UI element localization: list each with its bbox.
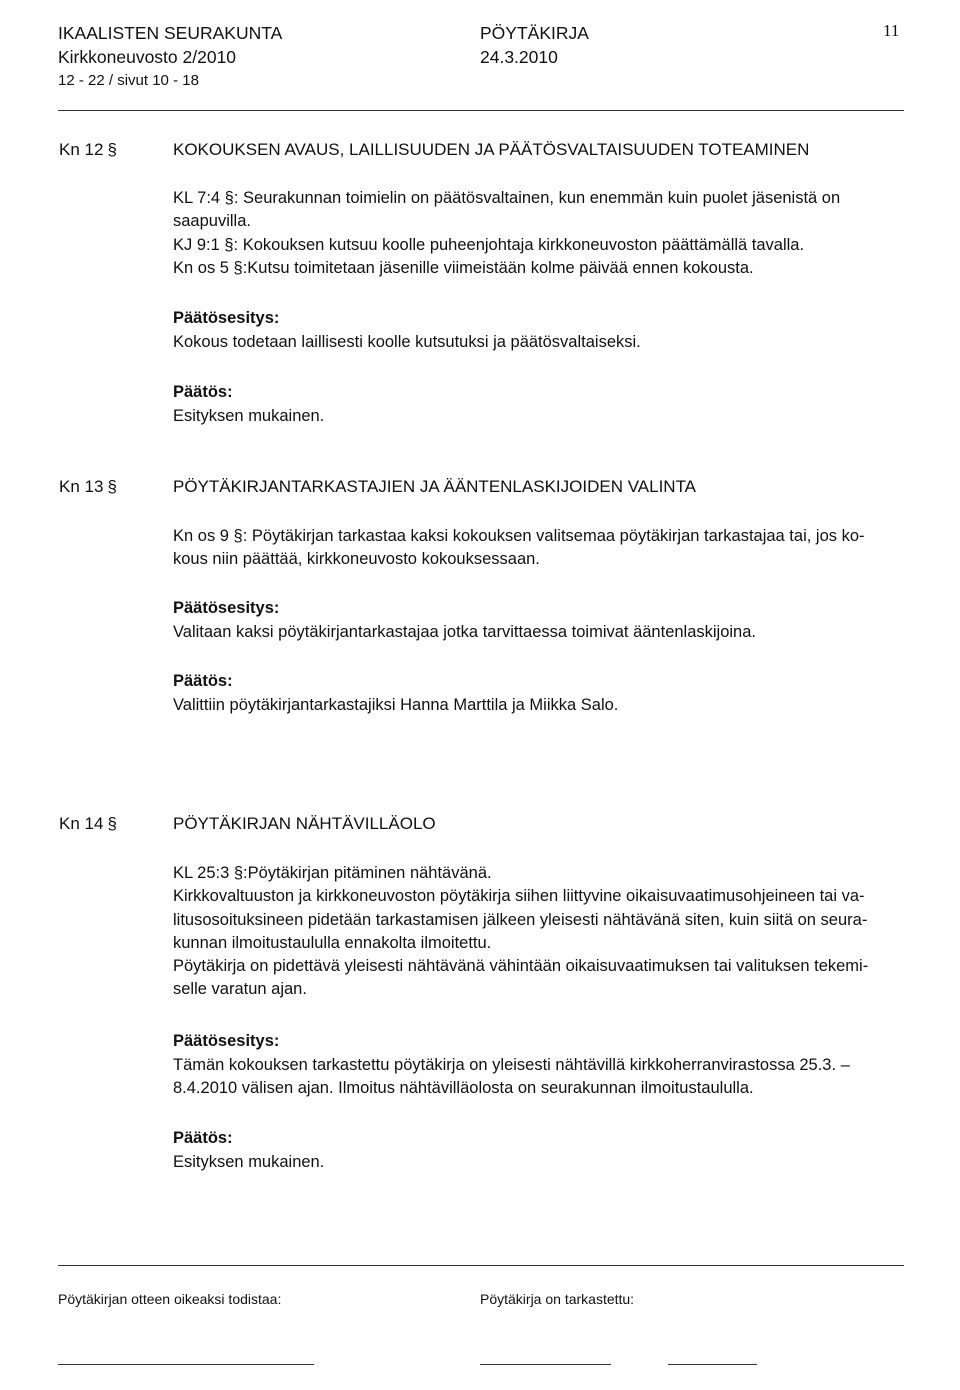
body-line: Kn os 9 §: Pöytäkirjan tarkastaa kaksi kokouksen valitsemaa pöytäkirjan tarkastajaa tai, jos ko- — [173, 527, 865, 545]
checked-label: Pöytäkirja on tarkastettu: — [480, 1291, 635, 1307]
section-number: Kn 14 § — [59, 814, 117, 833]
signature-line — [480, 1364, 611, 1365]
body-line: litusosoituksineen pidetään tarkastamisen jälkeen yleisesti nähtävänä siten, kuin siitä on seura- — [173, 910, 868, 929]
decision-label: Päätös: — [173, 672, 233, 690]
proposal-text — [173, 1054, 898, 1101]
proposal-label: Päätösesitys: — [173, 309, 280, 327]
meeting-name: Kirkkoneuvosto 2/2010 — [58, 47, 237, 67]
proposal-label: Päätösesitys: — [173, 1032, 280, 1050]
header-divider — [58, 110, 904, 111]
body-line: KJ 9:1 §: Kokouksen kutsuu koolle puheenjohtaja kirkkoneuvoston päättämällä tavalla. — [173, 235, 805, 254]
proposal-line: 8.4.2010 välisen ajan. Ilmoitus nähtävilläolosta on seurakunnan ilmoitustaululla. — [173, 1079, 754, 1098]
section-title: PÖYTÄKIRJAN NÄHTÄVILLÄOLO — [173, 814, 436, 833]
section-range: 12 - 22 / sivut 10 - 18 — [58, 72, 199, 89]
proposal-label: Päätösesitys: — [173, 599, 280, 617]
footer-divider — [58, 1265, 904, 1266]
decision-text: Esityksen mukainen. — [173, 1153, 325, 1171]
decision-text: Valittiin pöytäkirjantarkastajiksi Hanna Marttila ja Miikka Salo. — [173, 696, 619, 714]
body-line: Kn os 5 §:Kutsu toimitetaan jäsenille viimeistään kolme päivää ennen kokousta. — [173, 258, 754, 277]
proposal-text: Valitaan kaksi pöytäkirjantarkastajaa jotka tarvittaessa toimivat ääntenlaskijoina. — [173, 623, 756, 641]
doc-type: PÖYTÄKIRJA — [480, 23, 589, 43]
body-line: kunnan ilmoitustaululla ennakolta ilmoitettu. — [173, 933, 492, 952]
body-line: selle varatun ajan. — [173, 980, 307, 999]
body-line: KL 7:4 §: Seurakunnan toimielin on päätösvaltainen, kun enemmän kuin puolet jäsenistä on — [173, 189, 841, 207]
meeting-date: 24.3.2010 — [480, 47, 558, 67]
proposal-line: Tämän kokouksen tarkastettu pöytäkirja on yleisesti nähtävillä kirkkoherranvirastossa 25.3. – — [173, 1056, 850, 1074]
decision-label: Päätös: — [173, 383, 233, 401]
section-body — [173, 525, 898, 572]
decision-label: Päätös: — [173, 1129, 233, 1147]
section-number: Kn 13 § — [59, 477, 117, 496]
body-line: KL 25:3 §:Pöytäkirjan pitäminen nähtävänä. — [173, 864, 492, 882]
section-body — [173, 862, 898, 1002]
body-line: saapuvilla. — [173, 212, 251, 231]
signature-line — [668, 1364, 757, 1365]
section-body — [173, 187, 898, 280]
decision-text: Esityksen mukainen. — [173, 407, 325, 425]
section-number: Kn 12 § — [59, 140, 117, 159]
body-line: Pöytäkirja on pidettävä yleisesti nähtävänä vähintään oikaisuvaatimuksen tai valituksen tekemi- — [173, 957, 869, 976]
page-number: 11 — [883, 21, 900, 40]
org-name: IKAALISTEN SEURAKUNTA — [58, 23, 283, 43]
section-title: PÖYTÄKIRJANTARKASTAJIEN JA ÄÄNTENLASKIJOIDEN VALINTA — [173, 477, 697, 496]
body-line: Kirkkovaltuuston ja kirkkoneuvoston pöytäkirja siihen liittyvine oikaisuvaatimusohjeineen tai va- — [173, 887, 865, 906]
body-line: kous niin päättää, kirkkoneuvosto kokouksessaan. — [173, 550, 540, 569]
proposal-text: Kokous todetaan laillisesti koolle kutsutuksi ja päätösvaltaiseksi. — [173, 333, 641, 351]
section-title: KOKOUKSEN AVAUS, LAILLISUUDEN JA PÄÄTÖSVALTAISUUDEN TOTEAMINEN — [173, 140, 810, 159]
certify-label: Pöytäkirjan otteen oikeaksi todistaa: — [58, 1291, 282, 1307]
signature-line — [58, 1364, 314, 1365]
